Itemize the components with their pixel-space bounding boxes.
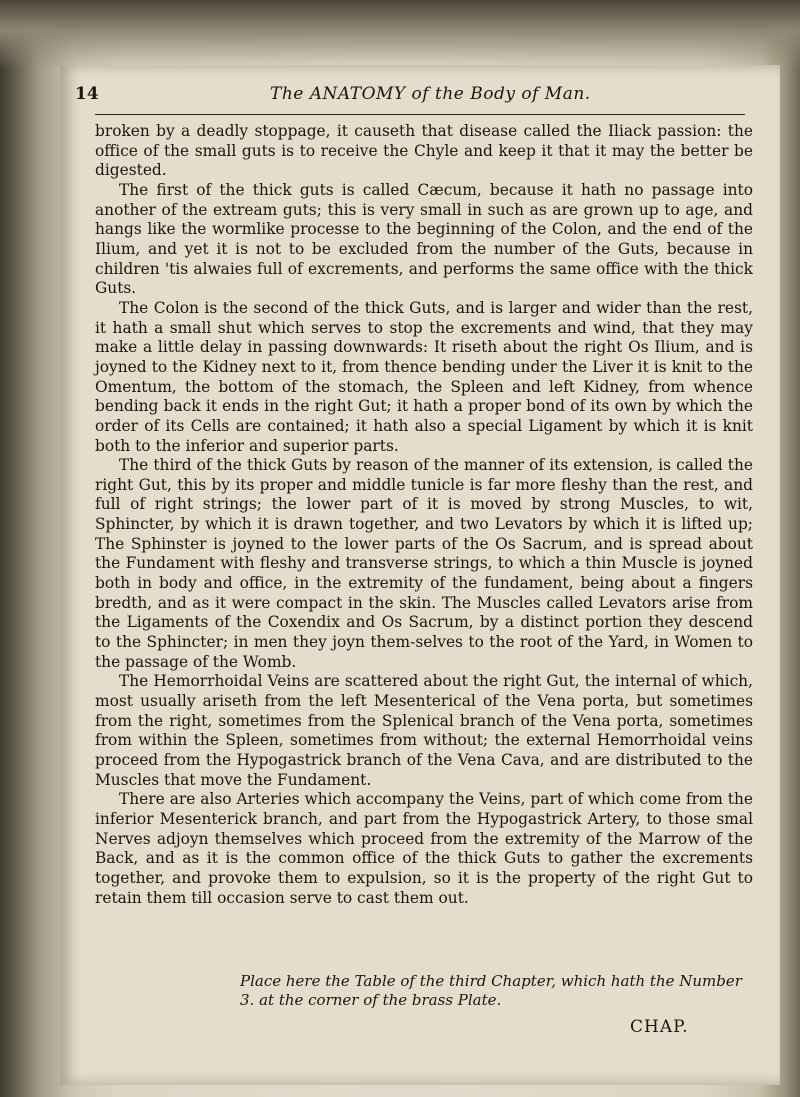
page-number: 14 <box>75 84 99 104</box>
scan-shadow <box>0 0 800 70</box>
paragraph-4: The third of the thick Guts by reason of the manner of its extension, is called the right Gut, this by its proper and middle tunicle is far more fleshy than the rest, and full of right strings; the lower part of it is moved by strong Muscles, to wit, Sphincter, by which it is drawn together, and two Levators by which it is lifted up; The Sphinster is joyned to the lower parts of the Os Sacrum, and is spread about the Fundament with fleshy and transverse strings, to which a thin Muscle is joyned both in body and office, in the extremity of the fundament, being about a fingers bredth, and as it were compact in the skin. The Muscles called Levators arise from the Ligaments of the Coxendix and Os Sacrum, by a distinct portion they descend to the Sphincter; in men they joyn them-selves to the root of the Yard, in Women to the passage of the Womb. <box>95 456 753 671</box>
paragraph-5: The Hemorrhoidal Veins are scattered about the right Gut, the internal of which, most usually ariseth from the left Mesenterical of the Vena porta, but sometimes from the right, sometimes from the Splenical branch of the Vena porta, sometimes from within the Spleen, sometimes from without; the external Hemorrhoidal veins proceed from the Hypogastrick branch of the Vena Cava, and are distributed to the Muscles that move the Fundament. <box>95 672 753 789</box>
plate-note: Place here the Table of the third Chapter, which hath the Number 3. at the corner of the brass Plate. <box>240 972 742 1009</box>
paragraph-3: The Colon is the second of the thick Guts, and is larger and wider than the rest, it hath a small shut which serves to stop the excrements and wind, that they may make a little delay in passing downwards: It riseth about the right Os Ilium, and is joyned to the Kidney next to it, from thence bending under the Liver it is knit to the Omentum, the bottom of the stomach, the Spleen and left Kidney, from whence bending back it ends in the right Gut; it hath a proper bond of its own by which the order of its Cells are contained; it hath also a special Ligament by which it is knit both to the inferior and superior parts. <box>95 298 753 455</box>
page-header <box>75 80 775 110</box>
body-text <box>95 122 753 908</box>
header-rule <box>95 114 745 115</box>
running-title: The ANATOMY of the Body of Man. <box>270 84 591 104</box>
paragraph-2: The first of the thick guts is called Cæcum, because it hath no passage into another of the extream guts; this is very small in such as are grown up to age, and hangs like the wormlike processe to the beginning of the Colon, and the end of the Ilium, and yet it is not to be excluded from the number of the Guts, because in children 'tis alwaies full of excrements, and performs the same office with the thick Guts. <box>95 180 753 298</box>
paragraph-1: broken by a deadly stoppage, it causeth that disease called the Iliack passion: the office of the small guts is to receive the Chyle and keep it that it may the better be digested. <box>95 122 753 180</box>
catchword: CHAP. <box>630 1017 689 1037</box>
paragraph-6: There are also Arteries which accompany the Veins, part of which come from the inferior Mesenterick branch, and part from the Hypogastrick Artery, to those smal Nerves adjoyn themselves which proceed from the extremity of the Marrow of the Back, and as it is the common office of the thick Guts to gather the excrements together, and provoke them to expulsion, so it is the property of the right Gut to retain them till occasion serve to cast them out. <box>95 790 753 907</box>
